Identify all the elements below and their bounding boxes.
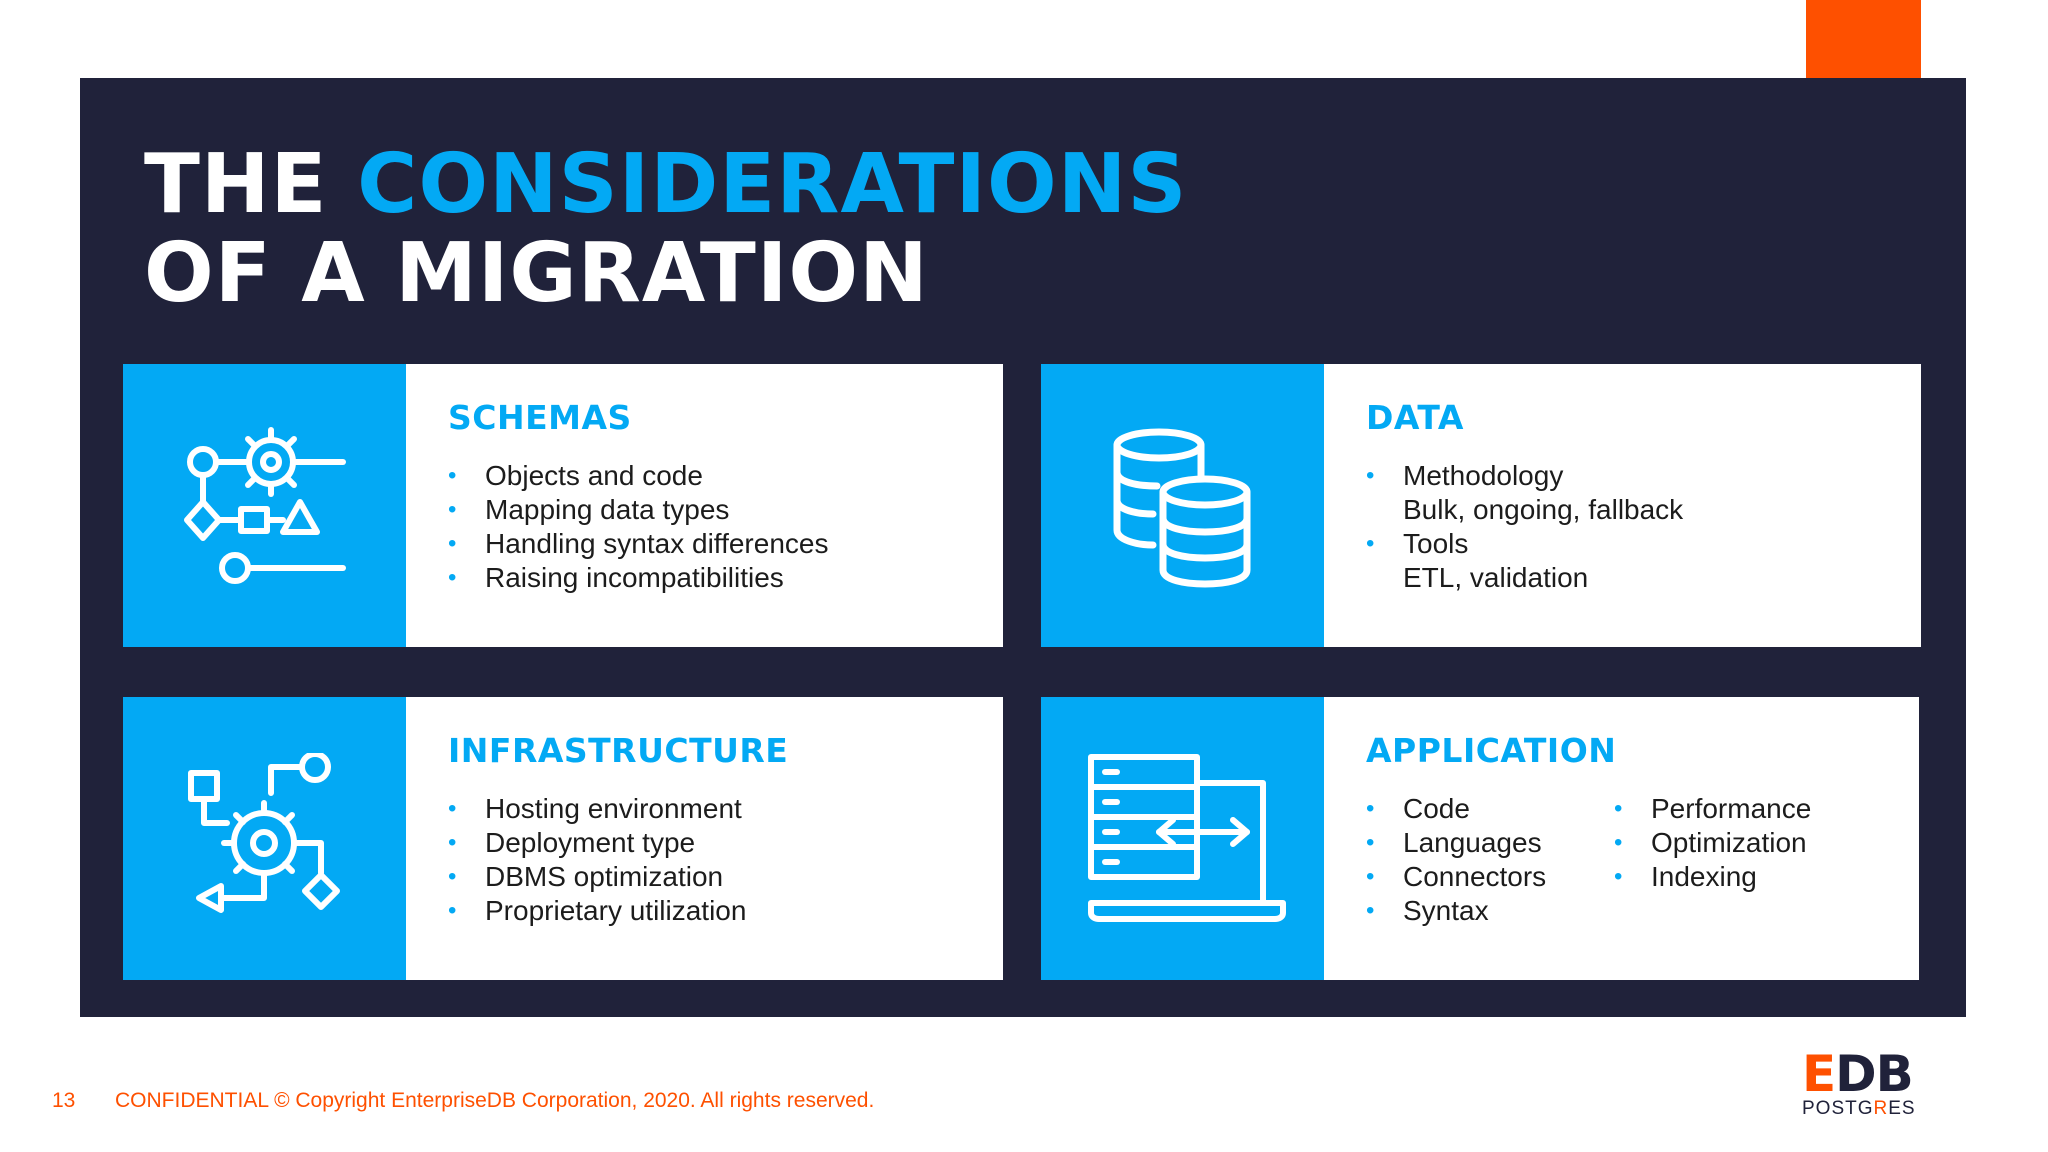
database-icon xyxy=(1097,420,1267,590)
card-heading: SCHEMAS xyxy=(448,398,632,437)
list-item: • Methodology xyxy=(1366,459,1683,493)
list-item: • Hosting environment xyxy=(448,792,746,826)
card-heading: INFRASTRUCTURE xyxy=(448,731,789,770)
card-application xyxy=(1041,697,1919,980)
gear-network-icon xyxy=(179,753,349,923)
card-infrastructure xyxy=(123,697,1003,980)
list-item: • Deployment type xyxy=(448,826,746,860)
list-item: • Raising incompatibilities xyxy=(448,561,828,595)
server-laptop-transfer-icon xyxy=(1087,753,1287,923)
card-icon-box xyxy=(1041,364,1324,647)
card-data xyxy=(1041,364,1921,647)
slide-title xyxy=(144,137,1188,321)
list-item: • Mapping data types xyxy=(448,493,828,527)
list-item: • Handling syntax differences xyxy=(448,527,828,561)
card-schemas xyxy=(123,364,1003,647)
edb-postgres-logo xyxy=(1802,1045,1922,1120)
list-item: Bulk, ongoing, fallback xyxy=(1403,494,1684,525)
list-item: • Proprietary utilization xyxy=(448,894,746,928)
page-number: 13 xyxy=(52,1089,76,1112)
card-list xyxy=(1366,792,1546,928)
list-item: • Tools xyxy=(1366,527,1683,561)
logo-mark: EDB xyxy=(1802,1045,1913,1103)
card-icon-box xyxy=(123,364,406,647)
list-item: • DBMS optimization xyxy=(448,860,746,894)
card-icon-box xyxy=(123,697,406,980)
slide-panel xyxy=(80,78,1966,1017)
list-item: • Objects and code xyxy=(448,459,828,493)
card-list xyxy=(448,792,746,928)
list-item: • Connectors xyxy=(1366,860,1546,894)
title-highlight: CONSIDERATIONS xyxy=(357,137,1188,232)
card-list-column-2 xyxy=(1614,792,1811,894)
list-item: • Optimization xyxy=(1614,826,1811,860)
list-item: • Code xyxy=(1366,792,1546,826)
title-prefix: THE xyxy=(144,137,328,232)
title-line-1 xyxy=(144,137,1188,232)
footer-copyright: CONFIDENTIAL © Copyright EnterpriseDB Corporation, 2020. All rights reserved. xyxy=(115,1089,875,1112)
card-list xyxy=(448,459,828,595)
logo-subtitle: POSTGRES xyxy=(1802,1098,1916,1119)
list-item: • Indexing xyxy=(1614,860,1811,894)
list-item: • Performance xyxy=(1614,792,1811,826)
card-heading: APPLICATION xyxy=(1366,731,1617,770)
card-icon-box xyxy=(1041,697,1324,980)
workflow-gear-icon xyxy=(179,420,349,590)
card-list xyxy=(1366,459,1683,595)
list-item: ETL, validation xyxy=(1403,562,1589,593)
list-item: • Languages xyxy=(1366,826,1546,860)
list-item: • Syntax xyxy=(1366,894,1546,928)
card-heading: DATA xyxy=(1366,398,1464,437)
title-line-2: OF A MIGRATION xyxy=(144,226,929,321)
